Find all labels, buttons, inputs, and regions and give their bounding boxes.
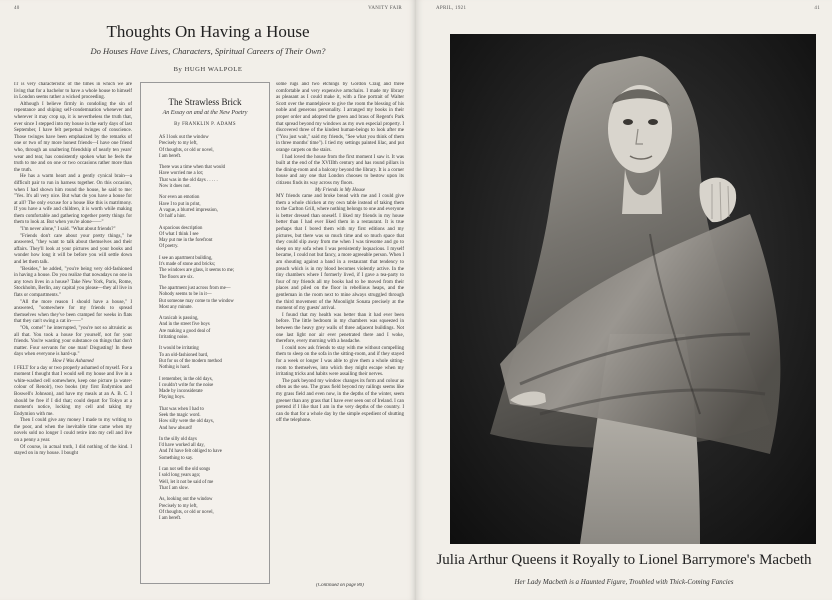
paragraph: some rugs and two etchings by Gordon Craig and three comfortable and very expensive armchairs. I made my library as pleasant as I could make it, with a fine portrait of Walter Scott over the mantelpiece to give the room the blessing of his noble and generous personality. I arranged my books in their proper order and adopted the green and brass of Regent's Park that spread beyond my windows as my own especial property. I discovered three of the kindest human-beings to look after me ("You just wait," said my friends, "See what you think of them in three months' time"). I tied my settings painted lilac, and put orange carpets on the stairs. [276,82,404,153]
sidebar-byline: By FRANKLIN P. ADAMS [174,122,236,127]
paragraph: "Besides," he added, "you're being very old-fashioned in having a house. Do you realize that nowadays no one in any town lives in a house? Take New York, Paris, Rome, Stockholm, Berlin, any capital you please—they all live in flats or compartments." [14,266,132,298]
stanza: I remember, in the old days, I couldn't write for the noise Made by inconsiderate Playing boys. [159,376,214,401]
page-number-left: 40 [14,6,20,11]
right-page [416,0,832,600]
stanza: In the silly old days I'd have worked all day, And I'd have felt obliged to have Something to say. [159,436,222,461]
stanza: I see an apartment building, It's made of stone and bricks; The windows are glass, it seems to me; The floors are six. [159,255,235,280]
paragraph: I FELT for a day or two properly ashamed of myself. For a moment I thought that I would sell my house and live in a white-washed cell somewhere, keep one picture (a water-colour of Renoir), two books (my first Endymion and Boswell's Johnson), and have my meals at an A. B. C. I should be free if I did that; could depart for Tokyo at a moment's notice, locking my cell and taking my Endymion with me. [14,365,132,417]
stanza: A taxicab is passing, And in the street five boys Are making a good deal of Irritating noise. [159,316,211,341]
stanza: That was when I had to Seek the magic word. How silly were the old days, And how absurd! [159,406,214,431]
poem [159,135,269,522]
stanza: There was a time when that would Have worried me a lot; That was in the old days . . . . . Now it does not. [159,165,226,190]
paragraph: Although I believe firmly in condoling the sin of repentance and shiping self-condemnation whenever and wherever it may crop up, it is nevertheless the truth that, ever since I stepped into my house in the early days of last September, I have felt perpetual twinges of conscience. Those twinges have been emphasized by the remarks of one or two of my more honest friends—I have one friend who, through an unaltering friendship of nearly ten years' wear and tear, has consistently spoken what he feels the truth to me and on one or two occasions rather more than the truth. [14,101,132,173]
continued-note: (Continued on page 80) [316,583,364,588]
article-byline: By HUGH WALPOLE [173,66,243,73]
stanza: As, looking out the window Precisely to my left, Of thoughts, or old or novel, I am bereft. [159,497,214,522]
stanza: A spacious description Of what I think I see May put me in the forefront Of poetry. [159,225,213,250]
paragraph: "Friends don't care about your pretty things," he answered, "they want to talk about themselves and their affairs. They'll look at your pictures and your books and wonder how long it will be before you will settle down and let them talk. [14,233,132,266]
paragraph: I found that my health was better than it had ever been before. The little bedroom in my chambers was squeezed in between the heavy grey walls of three adjacent buildings. Not one last light nor air ever penetrated there and I woke, therefore, every morning with a headache. [276,312,404,345]
photo-subcaption: Her Lady Macbeth is a Haunted Figure, Troubled with Thick-Coming Fancies [514,578,734,586]
paragraph: He has a warm heart and a gently cynical brain—a difficult pair to run in harness together. On this occasion, when I had shown him round the house, he said to me: "Yes. It's all very nice. But what do you have a house for at all? The only excuse for a house like this is matrimony. If you have a wife and children, it is worth while making them comfortable and gathering together pretty things for them to look at. But when you're alone——" [14,174,132,226]
section-subhead: My Friends in My House [315,187,365,193]
stanza: Nor even an emotion Have I to put in print, A vague, a blurred impression, Or half a hint. [159,195,218,220]
issue-date: APRIL, 1921 [436,6,467,11]
sidebar-poem-box [140,82,270,584]
paragraph: "I'm never alone," I said. "What about friends?" [20,227,116,233]
paragraph: Of course, in actual truth, I did nothing of the kind. I stayed on in my house. I bought [14,444,132,457]
sidebar-title: The Strawless Brick [168,97,242,107]
paragraph: IT is very characteristic of the times in which we are living that for a bachelor to have a whole house to himself in London seems rather a wicked proceeding. [14,82,132,101]
paragraph: "All the more reason I should have a house," I answered, "somewhere for my friends to spread themselves when they've been cramped for weeks in flats that they can't swing a cat in——" [14,299,132,325]
photo-caption: Julia Arthur Queens it Royally to Lionel Barrymore's Macbeth [436,552,812,568]
article-deck: Do Houses Have Lives, Characters, Spiritual Careers of Their Own? [90,46,326,56]
paragraph: The park beyond my window changes its form and colour as often as the sea. The grass field beyond my railings seems like my grass field and even now, in the depths of the winter, seem greener than any grass that I have ever seen out of Ireland. I can pretend if I like that I am in the very depths of the country. I can do that for a whole day by the simple expedient of shutting off the telephone. [276,378,404,424]
paragraph: "Oh, come!" he interrupted, "you're not so altruistic as all that. You took a house for yourself, not for your friends. You're wasting your substance on things that don't matter. Four servants for one man! Disgusting! In these days when everyone is hard-up." [14,325,132,358]
section-subhead: How I Was Ashamed [52,358,94,364]
column-3 [276,82,404,582]
column-1 [14,82,132,587]
stanza: It would be irritating To an old-fashioned bard, But for us of the modern method Nothing is hard. [159,346,222,371]
paragraph: I could now ask friends to stay with me without compelling them to sleep on the sofa in the sitting-room, and if they stayed for a week or longer I was able to give them a whole sitting-room to themselves, into which they might escape when my irritating tricks and habits were assailing their nerves. [276,345,404,378]
article-title: Thoughts On Having a House [106,22,310,41]
page-number-right: 41 [814,6,820,11]
paragraph: Then I could give any money I made to my writing to the poor, and when the inevitable time came when my novels sold no longer I could retire into my cell and live on a penny a year. [14,418,132,444]
sidebar-subtitle: An Essay on and at the New Poetry [162,110,248,116]
stanza: I can not sell the old songs I sold long years ago; Well, let it not be said of me That I am slow. [159,467,214,491]
portrait-photograph [450,34,816,544]
paragraph: MY friends came and broke bread with me and I could give them a whole chicken at my own table instead of taking them to the Carlton Grill, where nothing belongs to one and everyone is better dressed than oneself. I liked my friends in my house better than I had ever liked them in a restaurant. It is true perhaps that I bored them with my first editions and my pictures, but there was so much time and so much space that they could slip away from me when I was tiresome and go to sleep on my sofa when I was persistently loquacious. I myself became, I could not but fancy, a more agreeable person. When I am shouting against a band in a restaurant that tendency to preach which is in my blood becomes violently active. In the tiny chambers where I formerly lived, if I gave a tea-party to four of my friends all my books had to be moved from their places and piled on the floor in rebellious heaps, and the gentleman in the room next to mine always struggled through the third movement of the Moonlight Sonata precisely at the moment of my guests' arrival. [276,194,404,312]
stanza: AS I look out the window Precisely to my left, Of thoughts, or old or novel, I am bereft. [159,135,214,159]
masthead: VANITY FAIR [368,6,402,11]
stanza: The apartment just across from me— Nobody seems to be in it— But someone may come to the window Most any minute. [159,285,234,310]
paragraph: I had loved the house from the first moment I saw it. It was built at the end of the XVIIIth century and has round pillars in the dining-room and a balcony beyond the library. It is a corner house and any one that London chooses to bestow upon its citizens finds its way across my floors. [276,154,404,186]
